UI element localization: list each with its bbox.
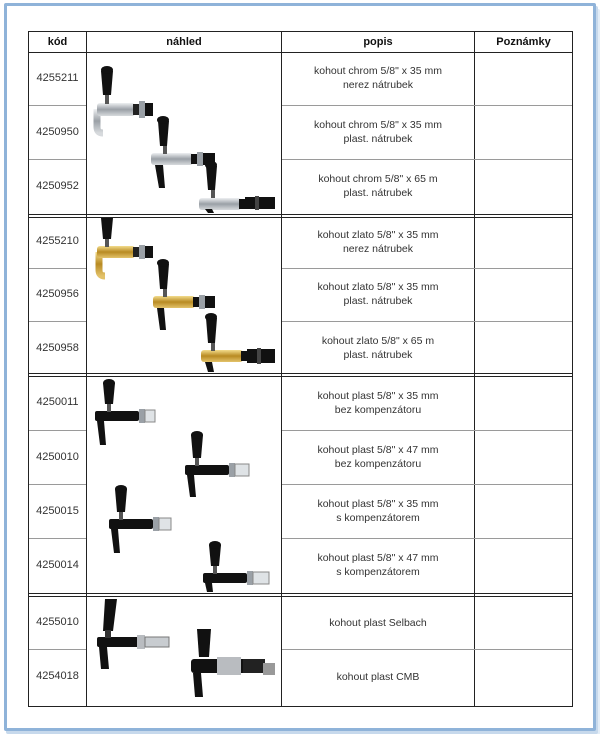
row-separator	[29, 538, 86, 539]
product-code: 4255210	[36, 235, 79, 247]
product-description	[282, 280, 474, 308]
row-separator	[29, 484, 86, 485]
plastic-tap-image	[95, 379, 155, 445]
group-separator	[29, 373, 572, 374]
cmb-tap-image	[191, 629, 275, 697]
description-line: s kompenzátorem	[336, 512, 420, 524]
description-line: kohout chrom 5/8" x 35 mm	[313, 65, 443, 77]
product-description	[282, 334, 474, 362]
chrome-taps-preview	[87, 53, 281, 214]
description-line: kohout plast 5/8" x 47 mm	[317, 552, 439, 564]
product-code: 4250956	[36, 288, 79, 300]
product-description	[282, 616, 474, 630]
product-code: 4250952	[36, 180, 79, 192]
product-code: 4255211	[36, 72, 79, 84]
gold-tap-image	[201, 313, 275, 372]
product-code: 4250958	[36, 342, 79, 354]
product-description	[282, 389, 474, 417]
description-line: bez kompenzátoru	[334, 458, 422, 470]
selbach-cmb-taps-preview	[87, 597, 281, 705]
product-description	[282, 670, 474, 684]
row-separator	[282, 538, 572, 539]
gold-taps-preview	[87, 218, 281, 373]
product-description	[282, 497, 474, 525]
product-description	[282, 118, 474, 146]
row-separator	[29, 268, 86, 269]
product-description	[282, 551, 474, 579]
header-preview: náhled	[166, 36, 202, 48]
group-separator	[29, 593, 572, 594]
row-separator	[29, 159, 86, 160]
product-code: 4250950	[36, 126, 79, 138]
header-description: popis	[363, 36, 393, 48]
product-code: 4255010	[36, 616, 79, 628]
description-line: plast. nátrubek	[343, 187, 413, 199]
product-code: 4250015	[36, 505, 79, 517]
description-line: kohout plast 5/8" x 35 mm	[317, 498, 439, 510]
header-code: kód	[47, 36, 68, 48]
description-line: nerez nátrubek	[342, 79, 414, 91]
description-line: bez kompenzátoru	[334, 404, 422, 416]
product-description	[282, 64, 474, 92]
plastic-tap-image	[203, 541, 269, 592]
description-line: s kompenzátorem	[336, 566, 420, 578]
description-line: kohout plast 5/8" x 47 mm	[317, 444, 439, 456]
product-code: 4250014	[36, 559, 79, 571]
row-separator	[282, 321, 572, 322]
description-line: nerez nátrubek	[342, 243, 414, 255]
product-description	[282, 228, 474, 256]
description-line: plast. nátrubek	[343, 349, 413, 361]
plastic-tap-image	[185, 431, 249, 497]
gold-tap-image	[153, 259, 215, 330]
chrome-tap-image	[97, 66, 153, 133]
plastic-taps-preview	[87, 377, 281, 593]
description-line: kohout zlato 5/8" x 65 m	[321, 335, 435, 347]
chrome-tap-image	[151, 116, 215, 188]
product-description	[282, 172, 474, 200]
description-line: kohout chrom 5/8" x 35 mm	[313, 119, 443, 131]
group-separator	[29, 214, 572, 215]
description-line: kohout plast CMB	[336, 671, 420, 683]
gold-tap-image	[97, 218, 153, 276]
row-separator	[29, 321, 86, 322]
row-separator	[282, 268, 572, 269]
product-table	[28, 31, 573, 707]
description-line: kohout plast 5/8" x 35 mm	[317, 390, 439, 402]
row-separator	[282, 159, 572, 160]
chrome-tap-image	[199, 161, 275, 213]
row-separator	[282, 484, 572, 485]
product-code: 4250010	[36, 451, 79, 463]
row-separator	[29, 105, 86, 106]
description-line: plast. nátrubek	[343, 133, 413, 145]
header-notes: Poznámky	[496, 36, 551, 48]
row-separator	[282, 649, 572, 650]
plastic-tap-image	[109, 485, 171, 553]
row-separator	[282, 430, 572, 431]
description-line: kohout zlato 5/8" x 35 mm	[317, 281, 439, 293]
row-separator	[29, 649, 86, 650]
description-line: plast. nátrubek	[343, 295, 413, 307]
product-code: 4254018	[36, 670, 79, 682]
product-description	[282, 443, 474, 471]
row-separator	[29, 430, 86, 431]
selbach-tap-image	[97, 599, 169, 669]
column-divider	[474, 32, 475, 706]
table-header	[29, 32, 572, 53]
row-separator	[282, 105, 572, 106]
product-code: 4250011	[36, 396, 79, 408]
description-line: kohout zlato 5/8" x 35 mm	[317, 229, 439, 241]
description-line: kohout plast Selbach	[329, 617, 427, 629]
description-line: kohout chrom 5/8" x 65 m	[318, 173, 438, 185]
